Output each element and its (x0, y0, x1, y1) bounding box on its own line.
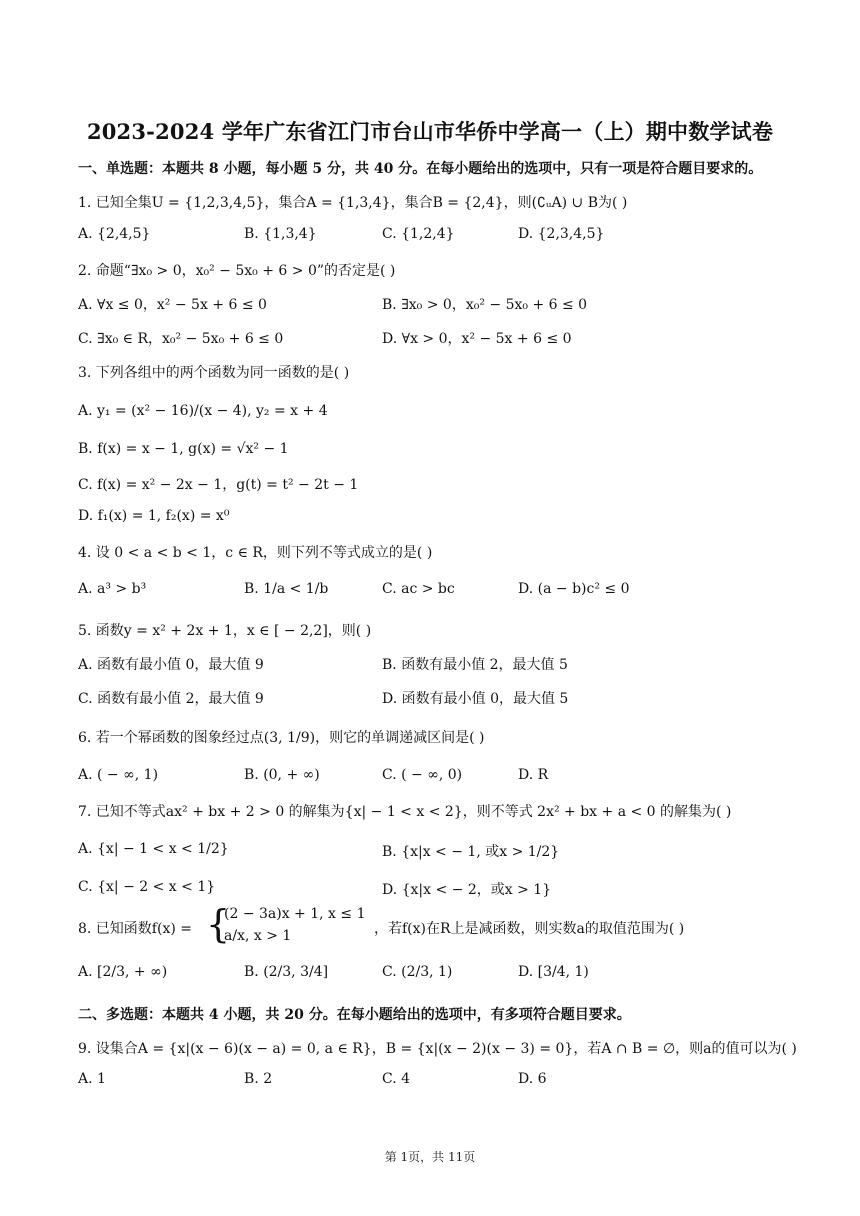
question-3-stem: 3. 下列各组中的两个函数为同一函数的是( ) (78, 365, 350, 381)
question-7-option-b: B. {x|x < − 1, 或x > 1/2} (382, 844, 560, 860)
question-5-stem: 5. 函数y = x² + 2x + 1，x ∈ [ − 2,2]，则( ) (78, 623, 372, 639)
question-1-option-d: D. {2,3,4,5} (518, 226, 605, 242)
question-4-option-d: D. (a − b)c² ≤ 0 (518, 581, 630, 597)
section-single-choice-header: 一、单选题：本题共 8 小题，每小题 5 分，共 40 分。在每小题给出的选项中，只有一项是符合题目要求的。 (78, 161, 763, 177)
question-8-option-a: A. [2/3, + ∞) (78, 964, 168, 980)
question-8-stem-prefix: 8. 已知函数f(x) = (78, 921, 192, 937)
brace-glyph: { (206, 902, 231, 946)
question-8-case-1: (2 − 3a)x + 1, x ≤ 1 (224, 906, 366, 922)
page-footer: 第 1页，共 11页 (384, 1150, 476, 1164)
question-9-option-b: B. 2 (244, 1071, 273, 1087)
question-6-stem: 6. 若一个幂函数的图象经过点(3, 1/9)，则它的单调递减区间是( ) (78, 730, 485, 746)
question-7-option-a: A. {x| − 1 < x < 1/2} (78, 841, 229, 857)
question-5-option-a: A. 函数有最小值 0，最大值 9 (78, 657, 264, 673)
question-1-option-a: A. {2,4,5} (78, 226, 151, 242)
question-8-option-c: C. (2/3, 1) (382, 964, 453, 980)
question-8-stem-suffix: ，若f(x)在R上是减函数，则实数a的取值范围为( ) (374, 921, 685, 937)
question-2-stem: 2. 命题“∃x₀ > 0，x₀² − 5x₀ + 6 > 0”的否定是( ) (78, 263, 396, 279)
question-9-option-a: A. 1 (78, 1071, 106, 1087)
question-9-option-d: D. 6 (518, 1071, 547, 1087)
question-6-option-b: B. (0, + ∞) (244, 767, 320, 783)
question-2-option-b: B. ∃x₀ > 0，x₀² − 5x₀ + 6 ≤ 0 (382, 297, 588, 313)
question-6-option-c: C. ( − ∞, 0) (382, 767, 463, 783)
question-4-option-b: B. 1/a < 1/b (244, 581, 329, 597)
section-multi-choice-header: 二、多选题：本题共 4 小题，共 20 分。在每小题给出的选项中，有多项符合题目要求。 (78, 1007, 631, 1023)
question-8-case-2: a/x, x > 1 (224, 928, 292, 944)
question-3-option-d: D. f₁(x) = 1, f₂(x) = x⁰ (78, 508, 230, 524)
exam-title: 2023-2024 学年广东省江门市台山市华侨中学高一（上）期中数学试卷 (86, 119, 774, 144)
question-7-option-d: D. {x|x < − 2，或x > 1} (382, 882, 552, 898)
question-4-option-c: C. ac > bc (382, 581, 455, 597)
question-3-option-a: A. y₁ = (x² − 16)/(x − 4), y₂ = x + 4 (78, 403, 328, 419)
question-9-stem: 9. 设集合A = {x|(x − 6)(x − a) = 0, a ∈ R}，B = {x|(x − 2)(x − 3) = 0}，若A ∩ B = ∅，则a的值可以为( ) (78, 1041, 797, 1057)
question-1-stem: 1. 已知全集U = {1,2,3,4,5}，集合A = {1,3,4}，集合B = {2,4}，则(∁ᵤA) ∪ B为( ) (78, 195, 628, 211)
question-2-option-a: A. ∀x ≤ 0，x² − 5x + 6 ≤ 0 (78, 297, 267, 313)
question-1-option-b: B. {1,3,4} (244, 226, 317, 242)
question-6-option-a: A. ( − ∞, 1) (78, 767, 159, 783)
question-7-option-c: C. {x| − 2 < x < 1} (78, 879, 216, 895)
question-2-option-c: C. ∃x₀ ∈ R，x₀² − 5x₀ + 6 ≤ 0 (78, 331, 284, 347)
question-3-option-b: B. f(x) = x − 1, g(x) = √x² − 1 (78, 441, 289, 457)
question-5-option-b: B. 函数有最小值 2，最大值 5 (382, 657, 568, 673)
question-5-option-c: C. 函数有最小值 2，最大值 9 (78, 691, 264, 707)
question-3-option-c: C. f(x) = x² − 2x − 1，g(t) = t² − 2t − 1 (78, 477, 359, 493)
question-4-stem: 4. 设 0 < a < b < 1，c ∈ R，则下列不等式成立的是( ) (78, 545, 433, 561)
question-1-option-c: C. {1,2,4} (382, 226, 455, 242)
question-5-option-d: D. 函数有最小值 0，最大值 5 (382, 691, 569, 707)
question-8-stem (78, 902, 798, 946)
question-8-option-b: B. (2/3, 3/4] (244, 964, 329, 980)
question-9-option-c: C. 4 (382, 1071, 411, 1087)
question-8-option-d: D. [3/4, 1) (518, 964, 589, 980)
question-2-option-d: D. ∀x > 0，x² − 5x + 6 ≤ 0 (382, 331, 572, 347)
question-6-option-d: D. R (518, 767, 549, 783)
question-7-stem: 7. 已知不等式ax² + bx + 2 > 0 的解集为{x| − 1 < x < 2}，则不等式 2x² + bx + a < 0 的解集为( ) (78, 804, 732, 820)
question-4-option-a: A. a³ > b³ (78, 581, 147, 597)
